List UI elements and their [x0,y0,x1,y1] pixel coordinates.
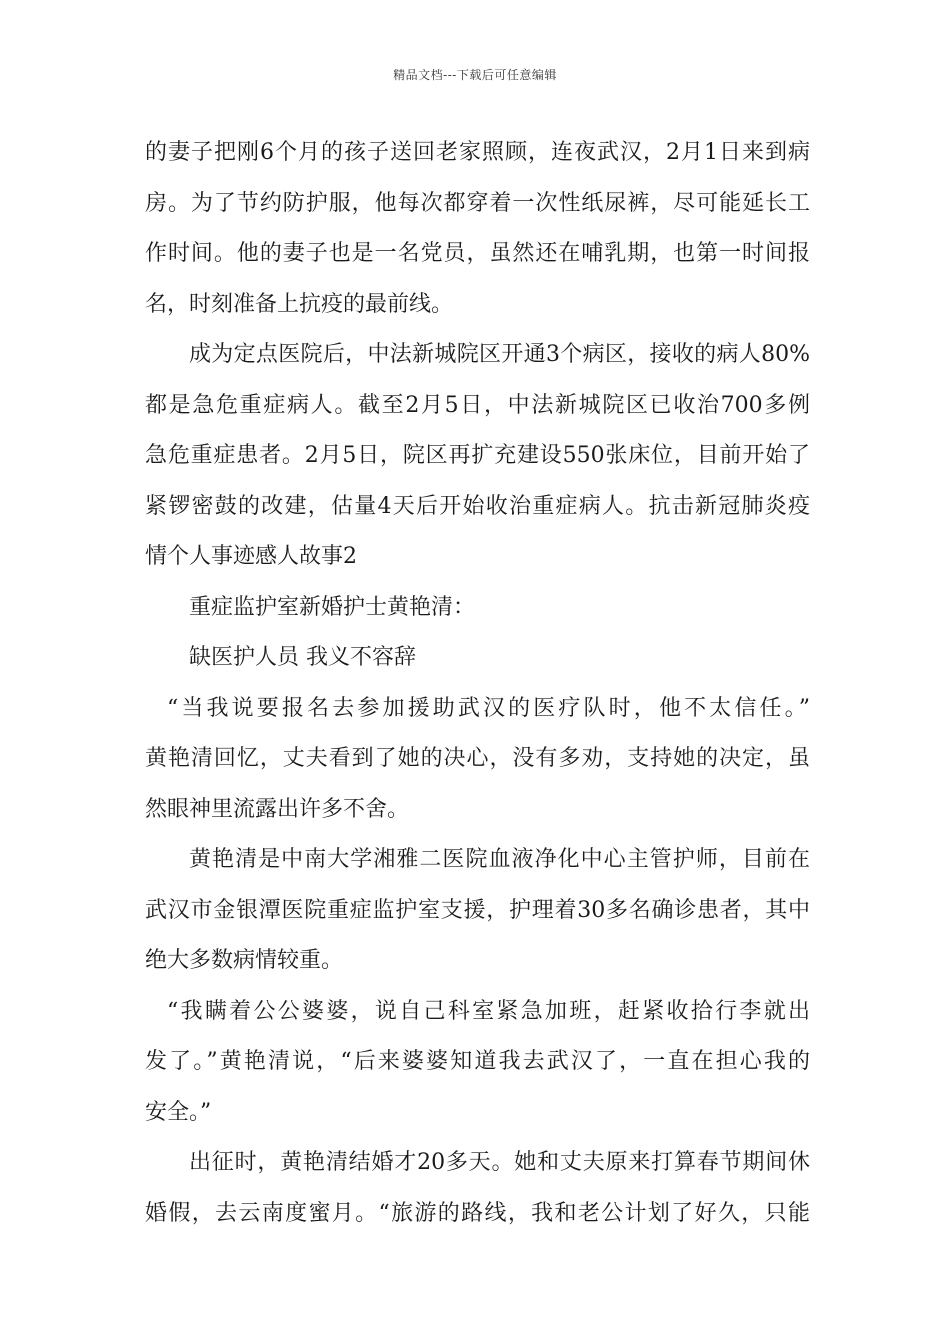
text-line: 都是急危重症病人。截至2月5日，中法新城院区已收治700多例 [145,392,810,418]
text-line: 成为定点医院后，中法新城院区开通3个病区，接收的病人80% [189,342,810,367]
text-line: 紧锣密鼓的改建，估量4天后开始收治重症病人。抗击新冠肺炎疫 [145,493,810,519]
text-line: 黄艳清回忆，丈夫看到了她的决心，没有多劝，支持她的决定，虽 [145,746,810,771]
text-line: 出征时，黄艳清结婚才20多天。她和丈夫原来打算春节期间休 [189,1150,810,1175]
text-line: 重症监护室新婚护士黄艳清： [189,594,476,620]
text-line: 发了。”黄艳清说，“后来婆婆知道我去武汉了，一直在担心我的 [145,1049,810,1074]
text-line: 急危重症患者。2月5日，院区再扩充建设550张床位，目前开始了 [145,443,810,468]
text-line: 绝大多数病情较重。 [145,948,344,973]
text-line: 黄艳清是中南大学湘雅二医院血液净化中心主管护师，目前在 [189,847,810,872]
document-body [145,128,810,1239]
text-line: 婚假，去云南度蜜月。“旅游的路线，我和老公计划了好久，只能 [145,1200,810,1226]
text-line: 名，时刻准备上抗疫的最前线。 [145,291,454,317]
text-line: 情个人事迹感人故事2 [145,544,357,569]
text-line: 武汉市金银潭医院重症监护室支援，护理着30多名确诊患者，其中 [145,897,810,923]
text-line: 作时间。他的妻子也是一名党员，虽然还在哺乳期，也第一时间报 [145,241,810,266]
text-line: 安全。” [145,1099,212,1125]
text-line: 的妻子把刚6个月的孩子送回老家照顾，连夜武汉，2月1日来到病 [145,140,810,165]
text-line: 房。为了节约防护服，他每次都穿着一次性纸尿裤，尽可能延长工 [145,190,810,216]
text-line: 然眼神里流露出许多不舍。 [145,796,410,822]
text-line: “我瞒着公公婆婆，说自己科室紧急加班，赶紧收拾行李就出 [167,998,810,1024]
text-line: 缺医护人员 我义不容辞 [189,645,416,670]
text-line: “当我说要报名去参加援助武汉的医疗队时，他不太信任。” [167,695,810,721]
page-header: 精品文档---下载后可任意编辑 [393,68,557,82]
